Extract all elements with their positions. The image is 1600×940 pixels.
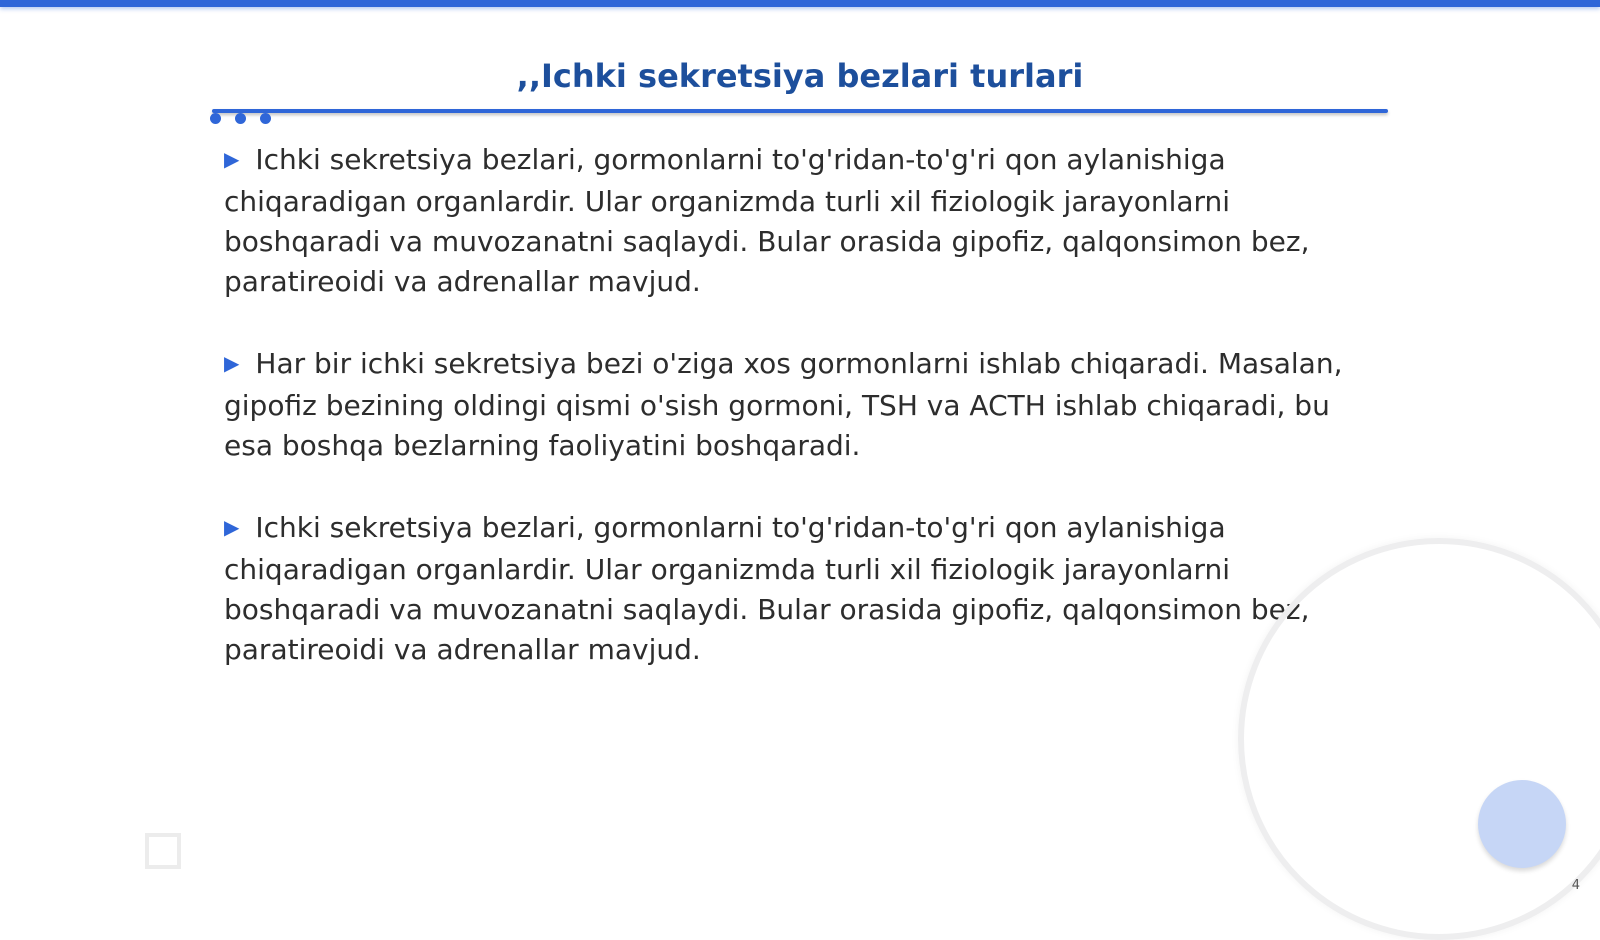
bullet-item <box>224 344 1384 466</box>
decor-circle <box>1478 780 1566 868</box>
decor-dot <box>260 113 271 124</box>
bullet-text: Ichki sekretsiya bezlari, gormonlarni to'g'ridan-to'g'ri qon aylanishiga chiqaradigan organlardir. Ular organizmda turli xil fiziologik jarayonlarni boshqaradi va muvozanatni saqlaydi. Bular orasida gipofiz, qalqonsimon bez, paratireoidi va adrenallar mavjud. <box>224 143 1310 298</box>
slide-title: ,,Ichki sekretsiya bezlari turlari <box>516 57 1084 95</box>
decor-dot <box>210 113 221 124</box>
bullet-text: Har bir ichki sekretsiya bezi o'ziga xos gormonlarni ishlab chiqaradi. Masalan, gipofiz bezining oldingi qismi o'sish gormoni, TSH va ACTH ishlab chiqaradi, bu esa boshqa bezlarning faoliyatini boshqaradi. <box>224 347 1343 462</box>
bullet-item <box>224 508 1384 670</box>
triangle-bullet-icon: ▶ <box>224 351 240 375</box>
page-number: 4 <box>1571 878 1580 893</box>
bullet-item <box>224 140 1384 302</box>
decor-square <box>145 833 181 869</box>
title-underline <box>212 109 1388 113</box>
triangle-bullet-icon: ▶ <box>224 147 240 171</box>
top-accent-bar <box>0 0 1600 7</box>
bullet-text: Ichki sekretsiya bezlari, gormonlarni to'g'ridan-to'g'ri qon aylanishiga chiqaradigan organlardir. Ular organizmda turli xil fiziologik jarayonlarni boshqaradi va muvozanatni saqlaydi. Bular orasida gipofiz, qalqonsimon bez, paratireoidi va adrenallar mavjud. <box>224 511 1310 666</box>
triangle-bullet-icon: ▶ <box>224 515 240 539</box>
decor-dot <box>235 113 246 124</box>
slide-body <box>224 140 1384 712</box>
